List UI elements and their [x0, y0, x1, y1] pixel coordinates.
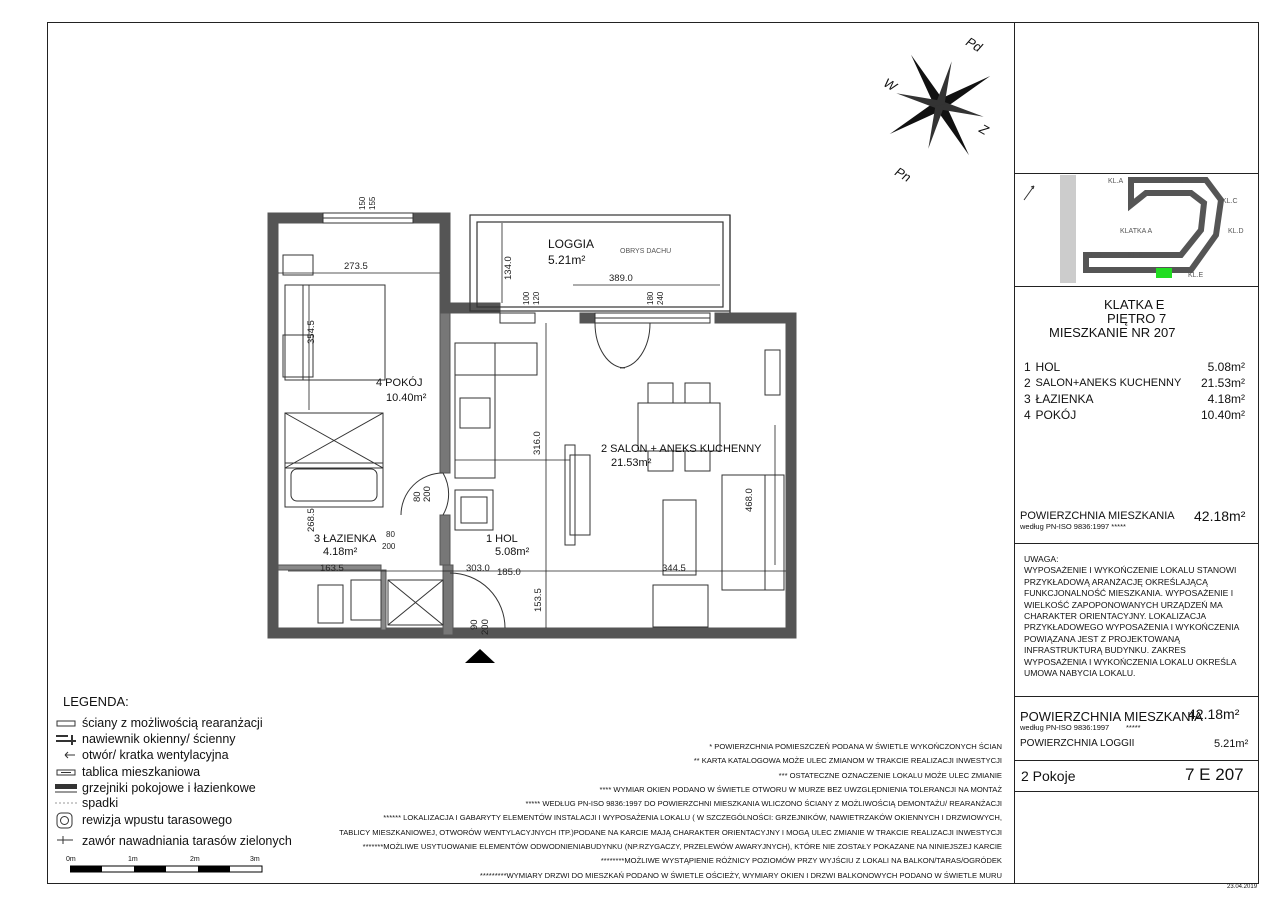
footnote: ** KARTA KATALOGOWA MOŻE ULEC ZMIANOM W TRAKCIE REALIZACJI INWESTYCJI [693, 756, 1002, 766]
footnote: TABLICY MIESZKANIOWEJ, OTWORÓW WENTYLACYJNYCH ITP.)PODANE NA KARCIE MAJĄ CHARAKTER ORIENTACYJNY I MOGĄ ULEC ZMIANIE W TRAKCIE REALIZACJI INWESTYCJI [339, 827, 1002, 837]
area-sub-label: według PN-ISO 9836:1997 ***** [1020, 522, 1126, 531]
panel-divider [1014, 543, 1259, 544]
key-plan-label: KL.D [1228, 228, 1244, 235]
loggia-area-value: 5.21m² [1214, 738, 1249, 750]
dimension-label: 273.5 [344, 261, 368, 272]
footnote: **** WYMIAR OKIEN PODANO W ŚWIETLE OTWORU W MURZE BEZ UWZGLĘDNIENIA TOLERANCJI NA MONTAŻ [599, 784, 1002, 794]
room-row: 1 HOL 5.08m² [1024, 360, 1245, 374]
legend-item: rewizja wpustu tarasowego [82, 813, 233, 827]
panel-divider [1014, 760, 1259, 761]
legend-item: nawiewnik okienny/ ścienny [82, 732, 236, 746]
key-plan-label: KL.C [1222, 198, 1238, 205]
info-panel [1014, 22, 1259, 884]
window-width-label: 180 [646, 291, 655, 305]
window-height-label: 240 [656, 291, 665, 305]
dimension-label: 303.0 [466, 563, 490, 574]
issue-date: 23.04.2019 [1227, 884, 1258, 890]
key-plan-label: KL.G [1086, 252, 1102, 259]
partition-wall-icon [55, 718, 77, 730]
door-height-label: 200 [382, 542, 396, 551]
panel-divider [1014, 286, 1259, 287]
panel-divider [1014, 791, 1259, 792]
dimension-label: 468.0 [744, 488, 755, 512]
area-value: 42.18m² [1194, 508, 1246, 524]
legend-item: spadki [82, 796, 119, 810]
compass-label-east: Z [976, 121, 992, 138]
note-text: WYPOSAŻENIE I WYKOŃCZENIE LOKALU STANOWI PRZYKŁADOWĄ ARANŻACJĘ OKREŚLAJĄCĄ FUNKCJONALNOŚĆ MIESZKANIA. WYPOSAŻENIE I WIELKOŚĆ ZAPOPONOWANYCH URZĄDZEŃ MA CHARAKTER ORIENTACYJNY. LOKALIZACJA PRZYKŁADOWEGO WYPOSAŻENIA I WYKOŃCZENIA POWIĄZANA JEST Z PROJEKTOWANĄ INFRASTRUKTURĄ BUDYNKU. ZAKRES WYPOSAŻENIA I WYKOŃCZENIA LOKALU OKREŚLA UMOWA NABYCIA LOKALU. [1024, 565, 1239, 679]
area-label: POWIERZCHNIA MIESZKANIA [1020, 510, 1175, 522]
staircase-label: KLATKA E [1104, 297, 1165, 312]
dimension-label: 354.5 [306, 320, 317, 344]
key-plan-label: KL.A [1108, 178, 1124, 185]
key-plan-label: KL.F [1128, 252, 1143, 259]
room-label-hall: 1 HOL [486, 533, 518, 545]
note-title: UWAGA: [1024, 554, 1059, 564]
footnote: ****** LOKALIZACJA I GABARYTY ELEMENTÓW INSTALACJI I WYPOSAŻENIA LOKALU ( W SZCZEGÓLNOŚCI: GRZEJNIKÓW, NAWIETRZAKÓW OKIENNYCH I DRZWIOWYCH, [383, 813, 1002, 823]
floor-label: PIĘTRO 7 [1107, 311, 1167, 326]
loggia-area-label: POWIERZCHNIA LOGGII [1020, 738, 1135, 749]
legend-item: otwór/ kratka wentylacyjna [82, 748, 229, 762]
drain-inspection-icon [55, 812, 77, 830]
scale-label: 2m [190, 856, 200, 863]
room-label-bathroom: 3 ŁAZIENKA [314, 533, 377, 545]
scale-bar [70, 864, 266, 874]
compass-rose-icon [880, 35, 1000, 185]
room-label-bedroom: 4 POKÓJ [376, 377, 423, 389]
dimension-label: 389.0 [609, 273, 633, 284]
summary-area-value: 42.18m² [1188, 706, 1240, 722]
vent-icon [55, 733, 77, 745]
footnote: *** OSTATECZNE OZNACZENIE LOKALU MOŻE ULEC ZMIANIE [778, 770, 1002, 780]
room-area-bathroom: 4.18m² [323, 546, 358, 558]
legend-item: grzejniki pokojowe i łazienkowe [82, 781, 256, 795]
notes [1024, 554, 1246, 679]
window-height-label: 120 [532, 291, 541, 305]
slope-icon [55, 799, 77, 811]
door-height-label: 200 [422, 486, 433, 502]
window-width-label: 150 [358, 196, 367, 210]
scale-label: 0m [66, 856, 76, 863]
dimension-label: 344.5 [662, 563, 686, 574]
legend-title: LEGENDA: [63, 694, 129, 709]
door-width-label: 90 [469, 619, 480, 630]
legend-item: zawór nawadniania tarasów zielonych [82, 834, 292, 848]
key-plan-label: KL.B [1168, 178, 1184, 185]
roof-outline-label: OBRYS DACHU [620, 248, 672, 255]
room-area-living: 21.53m² [611, 457, 652, 469]
key-plan-label: KL.E [1188, 272, 1204, 279]
footnote: * POWIERZCHNIA POMIESZCZEŃ PODANA W ŚWIETLE WYKOŃCZONYCH ŚCIAN [709, 742, 1002, 751]
compass-label-south: Pd [963, 34, 985, 55]
door-width-label: 80 [412, 491, 423, 502]
key-plan-highlight [1156, 268, 1172, 278]
legend-item: ściany z możliwością rearanżacji [82, 716, 263, 730]
scale-label: 3m [250, 856, 260, 863]
dimension-label: 316.0 [532, 431, 543, 455]
summary-area-label: POWIERZCHNIA MIESZKANIA [1020, 709, 1203, 724]
window-width-label: 100 [522, 291, 531, 305]
room-row: 3 ŁAZIENKA 4.18m² [1024, 392, 1245, 406]
irrigation-valve-icon [55, 834, 77, 846]
room-list [1022, 359, 1247, 423]
room-area-hall: 5.08m² [495, 546, 530, 558]
compass-label-west: W [881, 74, 900, 95]
dimension-label: 153.5 [533, 588, 544, 612]
door-height-label: 200 [480, 619, 491, 635]
footnote: *******MOŻLIWE USYTUOWANIE ELEMENTÓW ODWODNIENIABUDYNKU (NP.RZYGACZY, PRZELEWÓW AWARYJNYCH), KTÓRE NIE ZOSTAŁY POKAZANE NA NINIEJSZEJ KARCIE [362, 842, 1002, 852]
key-plan-label: KLATKA A [1120, 228, 1153, 235]
rooms-count: 2 Pokoje [1021, 768, 1076, 784]
summary-area-sub: według PN-ISO 9836:1997 [1020, 723, 1110, 732]
footnote: *********WYMIARY DRZWI DO MIESZKAŃ PODANO W ŚWIETLE OŚCIEŻY, WYMIARY OKIEN I DRZWI BALKONOWYCH PODANO W ŚWIETLE MURU [479, 870, 1002, 880]
compass-label-north: Pn [892, 164, 914, 185]
summary-area-sub-stars: ***** [1126, 723, 1141, 732]
vent-opening-icon [55, 749, 77, 761]
apartment-code: 7 E 207 [1185, 765, 1244, 784]
room-row: 2 SALON+ANEKS KUCHENNY 21.53m² [1024, 376, 1245, 390]
panel-divider [1014, 696, 1259, 697]
apartment-label: MIESZKANIE NR 207 [1049, 325, 1176, 340]
electric-panel-icon [55, 767, 77, 779]
panel-divider [1014, 173, 1259, 174]
room-label-loggia: LOGGIA [548, 237, 595, 251]
window-height-label: 155 [368, 196, 377, 210]
radiator-icon [55, 782, 77, 794]
dimension-label: 185.0 [497, 567, 521, 578]
legend-item: tablica mieszkaniowa [82, 765, 201, 779]
room-area-loggia: 5.21m² [548, 253, 586, 267]
door-width-label: 80 [386, 530, 395, 539]
footnote: ***** WEDŁUG PN-ISO 9836:1997 DO POWIERZCHNI MIESZKANIA WLICZONO ŚCIANY Z MOŻLIWOŚCIĄ DEMONTAŻU/ REARANŻACJI [525, 799, 1002, 809]
footnotes [339, 740, 1002, 883]
room-area-bedroom: 10.40m² [386, 392, 427, 404]
dimension-label: 163.5 [320, 563, 344, 574]
dimension-label: 268.5 [306, 508, 317, 532]
room-row: 4 POKÓJ 10.40m² [1024, 408, 1245, 422]
dimension-label: 134.0 [503, 256, 514, 280]
footnote: ********MOŻLIWE WYSTĄPIENIE RÓŻNICY POZIOMÓW PRZY WYJŚCIU Z LOKALI NA BALKON/TARAS/OGRÓDEK [600, 856, 1002, 866]
scale-label: 1m [128, 856, 138, 863]
room-label-living: 2 SALON + ANEKS KUCHENNY [601, 443, 762, 455]
